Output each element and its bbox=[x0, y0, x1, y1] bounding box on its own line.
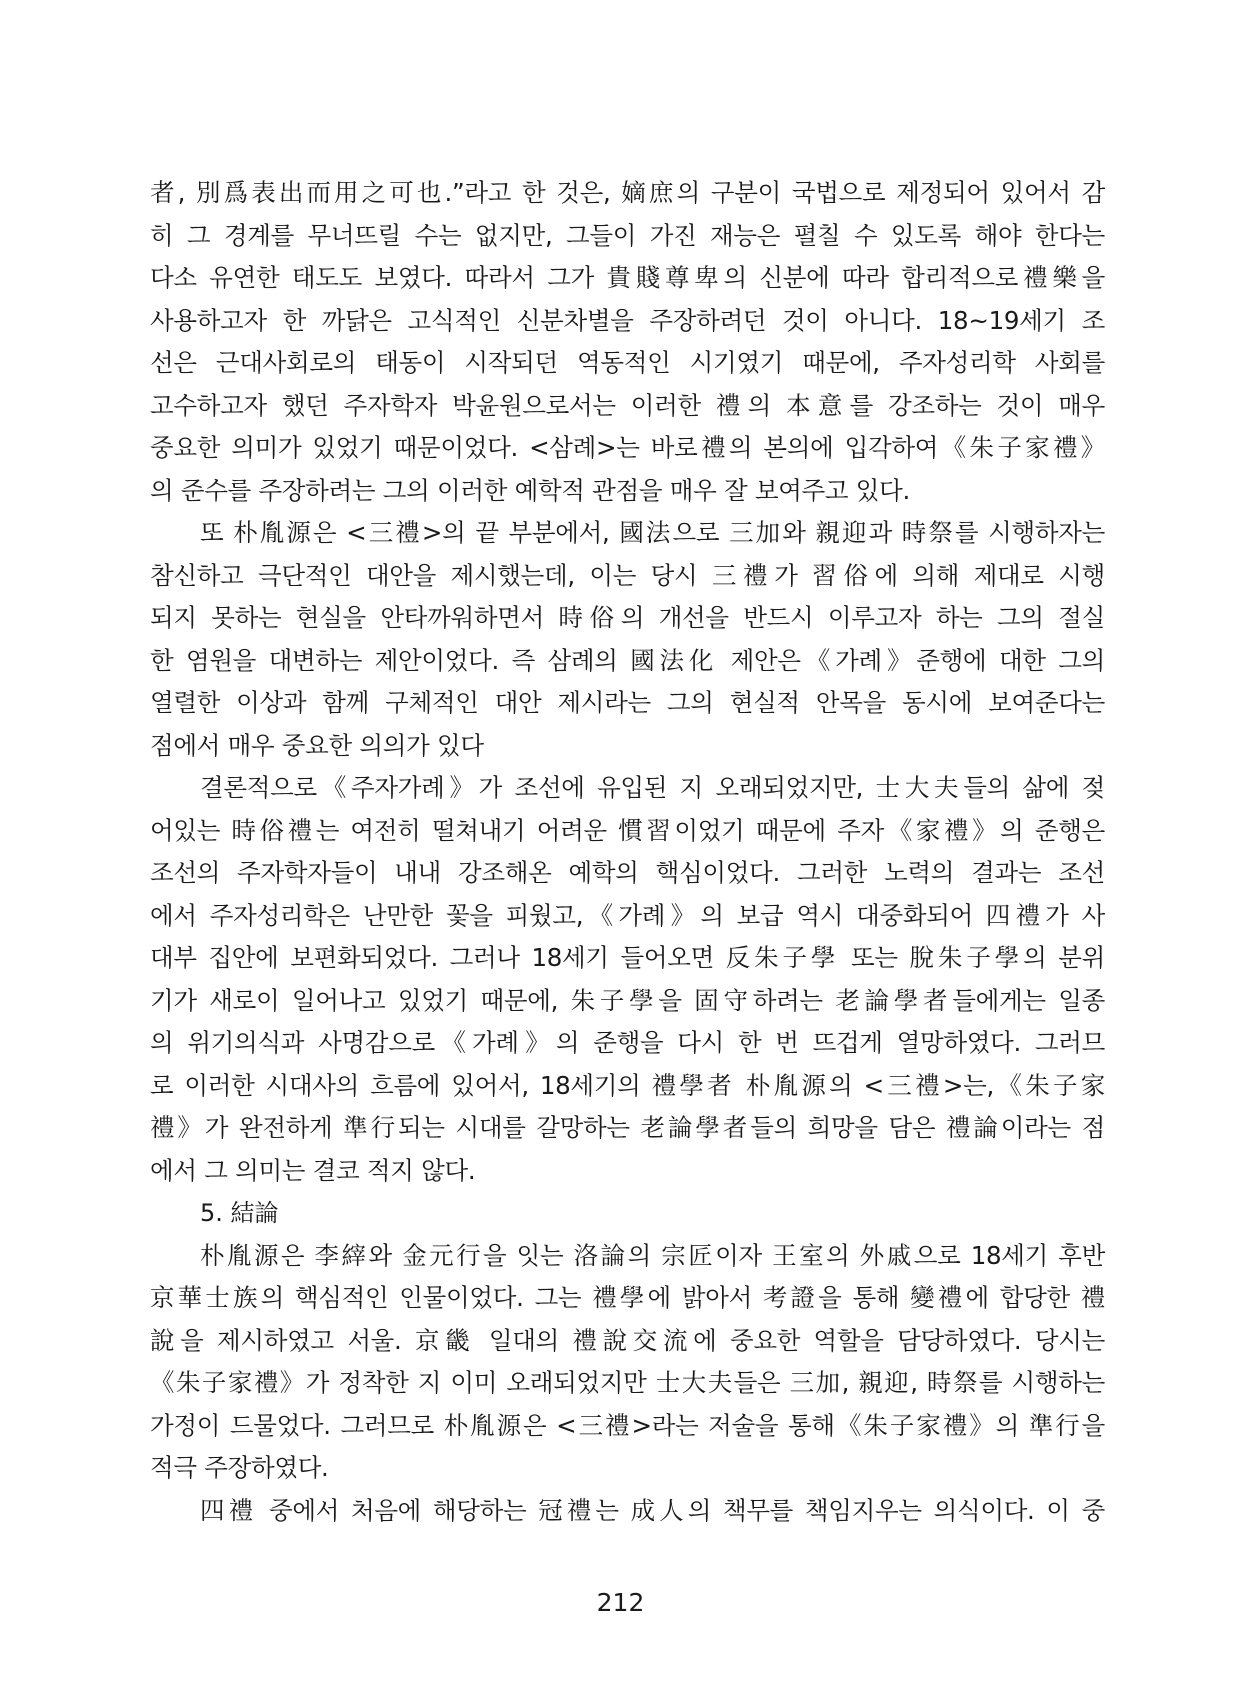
paragraph-3 bbox=[150, 767, 1105, 1192]
text-line: 者, 別爲表出而用之可也.”라고 한 것은, 嫡庶의 구분이 국법으로 제정되어 있어서 감 bbox=[150, 178, 1105, 207]
text-line: 적극 주장하였다. bbox=[150, 1453, 329, 1482]
text-line: 禮》가 완전하게 準行되는 시대를 갈망하는 老論學者들의 희망을 담은 禮論이라는 점 bbox=[150, 1113, 1105, 1142]
text-line: 로 이러한 시대사의 흐름에 있어서, 18세기의 禮學者 朴胤源의 <三禮>는,《朱子家 bbox=[150, 1070, 1105, 1100]
text-line: 사용하고자 한 까닭은 고식적인 신분차별을 주장하려던 것이 아니다. 18~19세기 조 bbox=[150, 305, 1105, 335]
text-line: 다소 유연한 태도도 보였다. 따라서 그가 貴賤尊卑의 신분에 따라 합리적으로禮樂을 bbox=[150, 263, 1105, 292]
text-line: 에서 주자성리학은 난만한 꽃을 피웠고,《가례》의 보급 역시 대중화되어 四禮가 사 bbox=[150, 900, 1105, 930]
text-line: 어있는 時俗禮는 여전히 떨쳐내기 어려운 慣習이었기 때문에 주자《家禮》의 준행은 bbox=[150, 815, 1105, 845]
text-line: 열렬한 이상과 함께 구체적인 대안 제시라는 그의 현실적 안목을 동시에 보여준다는 bbox=[150, 688, 1105, 717]
text-line: 기가 새로이 일어나고 있었기 때문에, 朱子學을 固守하려는 老論學者들에게는 일종 bbox=[150, 985, 1105, 1015]
text-line: 四禮 중에서 처음에 해당하는 冠禮는 成人의 책무를 책임지우는 의식이다. 이 중 bbox=[200, 1495, 1105, 1525]
body-text bbox=[150, 172, 1105, 1532]
text-line: 또 朴胤源은 <三禮>의 끝 부분에서, 國法으로 三加와 親迎과 時祭를 시행하자는 bbox=[200, 518, 1105, 547]
paragraph-1 bbox=[150, 172, 1105, 512]
text-line: 의 위기의식과 사명감으로《가례》의 준행을 다시 한 번 뜨겁게 열망하였다. 그러므 bbox=[150, 1028, 1105, 1057]
text-line: 에서 그 의미는 결코 적지 않다. bbox=[150, 1155, 476, 1185]
text-line: 되지 못하는 현실을 안타까워하면서 時俗의 개선을 반드시 이루고자 하는 그의 절실 bbox=[150, 603, 1105, 632]
text-line: 說을 제시하였고 서울. 京畿 일대의 禮說交流에 중요한 역할을 담당하였다. 당시는 bbox=[150, 1325, 1105, 1355]
conclusion-paragraph-2 bbox=[150, 1490, 1105, 1533]
text-line: 참신하고 극단적인 대안을 제시했는데, 이는 당시 三禮가 習俗에 의해 제대로 시행 bbox=[150, 560, 1105, 590]
text-line: 중요한 의미가 있었기 때문이었다. <삼례>는 바로禮의 본의에 입각하여《朱子家禮》 bbox=[150, 433, 1105, 462]
text-line: 京華士族의 핵심적인 인물이었다. 그는 禮學에 밝아서 考證을 통해 變禮에 합당한 禮 bbox=[150, 1283, 1105, 1312]
text-line: 한 염원을 대변하는 제안이었다. 즉 삼례의 國法化 제안은《가례》준행에 대한 그의 bbox=[150, 645, 1105, 675]
section-heading: 5. 結論 bbox=[200, 1199, 279, 1227]
text-line: 고수하고자 했던 주자학자 박윤원으로서는 이러한 禮의 本意를 강조하는 것이 매우 bbox=[150, 390, 1105, 420]
text-line: 《朱子家禮》가 정착한 지 이미 오래되었지만 士大夫들은 三加, 親迎, 時祭를 시행하는 bbox=[150, 1368, 1105, 1397]
text-line: 대부 집안에 보편화되었다. 그러나 18세기 들어오면 反朱子學 또는 脫朱子學의 분위 bbox=[150, 943, 1105, 972]
text-line: 선은 근대사회로의 태동이 시작되던 역동적인 시기였기 때문에, 주자성리학 사회를 bbox=[150, 348, 1105, 377]
text-line: 조선의 주자학자들이 내내 강조해온 예학의 핵심이었다. 그러한 노력의 결과는 조선 bbox=[150, 858, 1105, 887]
text-line: 의 준수를 주장하려는 그의 이러한 예학적 관점을 매우 잘 보여주고 있다. bbox=[150, 475, 911, 505]
text-line: 히 그 경계를 무너뜨릴 수는 없지만, 그들이 가진 재능은 펼칠 수 있도록 해야 한다는 bbox=[150, 220, 1105, 250]
text-line: 결론적으로《주자가례》가 조선에 유입된 지 오래되었지만, 士大夫들의 삶에 젖 bbox=[200, 773, 1105, 802]
text-line: 가정이 드물었다. 그러므로 朴胤源은 <三禮>라는 저술을 통해《朱子家禮》의 準行을 bbox=[150, 1410, 1105, 1440]
page-number: 212 bbox=[596, 1588, 645, 1617]
conclusion-paragraph-1 bbox=[150, 1235, 1105, 1490]
paragraph-2 bbox=[150, 512, 1105, 767]
text-line: 점에서 매우 중요한 의의가 있다 bbox=[150, 730, 484, 760]
text-line: 朴胤源은 李縡와 金元行을 잇는 洛論의 宗匠이자 王室의 外戚으로 18세기 후반 bbox=[200, 1240, 1105, 1270]
